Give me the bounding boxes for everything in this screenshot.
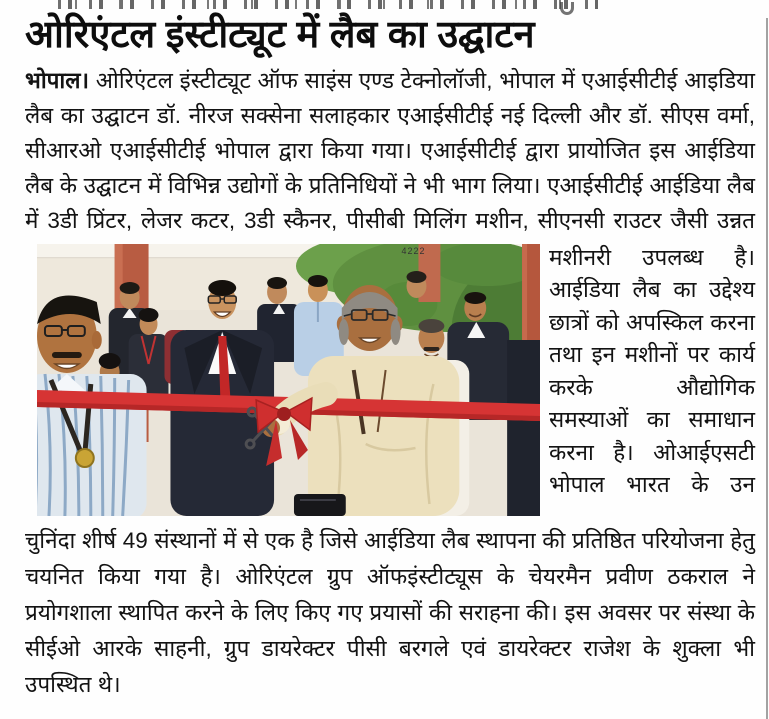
photo-stamp: 4222 xyxy=(401,245,426,256)
column-divider xyxy=(766,18,768,719)
headline: ओरिएंटल इंस्टीट्यूट में लैब का उद्घाटन xyxy=(25,14,535,56)
ceremony-photo xyxy=(37,244,540,516)
photo-and-side-text xyxy=(25,240,755,516)
ceremony-photo-scene xyxy=(37,244,540,516)
phone xyxy=(294,494,346,516)
person-background-top-right xyxy=(407,271,427,298)
cropped-text-remnants xyxy=(58,0,598,9)
dateline: भोपाल। xyxy=(25,67,90,93)
person-right-edge xyxy=(507,340,540,516)
article-body xyxy=(25,63,755,703)
paragraph-lead xyxy=(25,63,755,238)
paragraph-lead-text: ओरिएंटल इंस्टीट्यूट ऑफ साइंस एण्ड टेक्नोलॉजी, भोपाल में एआईसीटीई आइडिया लैब का उद्घाटन डॉ. नीरज सक्सेना सलाहकार एआईसीटीई नई दिल्ली और डॉ. सीएस वर्मा, सीआरओ एआईसीटीई भोपाल द्वारा किया गया। एआईसीटीई द्वारा प्रायोजित इस आईडिया लैब के उद्घाटन में विभिन्न उद्योगों के प्रतिनिधियों ने भी भाग लिया। एआईसीटीई आईडिया लैब में 3डी प्रिंटर, लेजर कटर, 3डी स्कैनर, पीसीबी मिलिंग मशीन, सीएनसी राउटर जैसी उन्नत xyxy=(25,67,755,233)
paragraph-bottom: चुनिंदा शीर्ष 49 संस्थानों में से एक है जिसे आईडिया लैब स्थापना की प्रतिष्ठित परियोजना हेतु चयनित किया गया है। ओरिएंटल ग्रुप ऑफइंस्टीट्यूस के चेयरमैन प्रवीण ठकराल ने प्रयोगशाला स्थापित करने के लिए किए गए प्रयासों की सराहना की। इस अवसर पर संस्था के सीईओ आरके साहनी, ग्रुप डायरेक्टर पीसी बरगले एवं डायरेक्टर राजेश के शुक्ला भी उपस्थित थे। xyxy=(25,527,755,697)
paragraph-side: मशीनरी उपलब्ध है। आईडिया लैब का उद्देश्य छात्रों को अपस्किल करना तथा इन मशीनों पर कार्य करके औद्योगिक समस्याओं का समाधान करना है। ओआईएसटी भोपाल भारत के उन xyxy=(549,244,755,498)
